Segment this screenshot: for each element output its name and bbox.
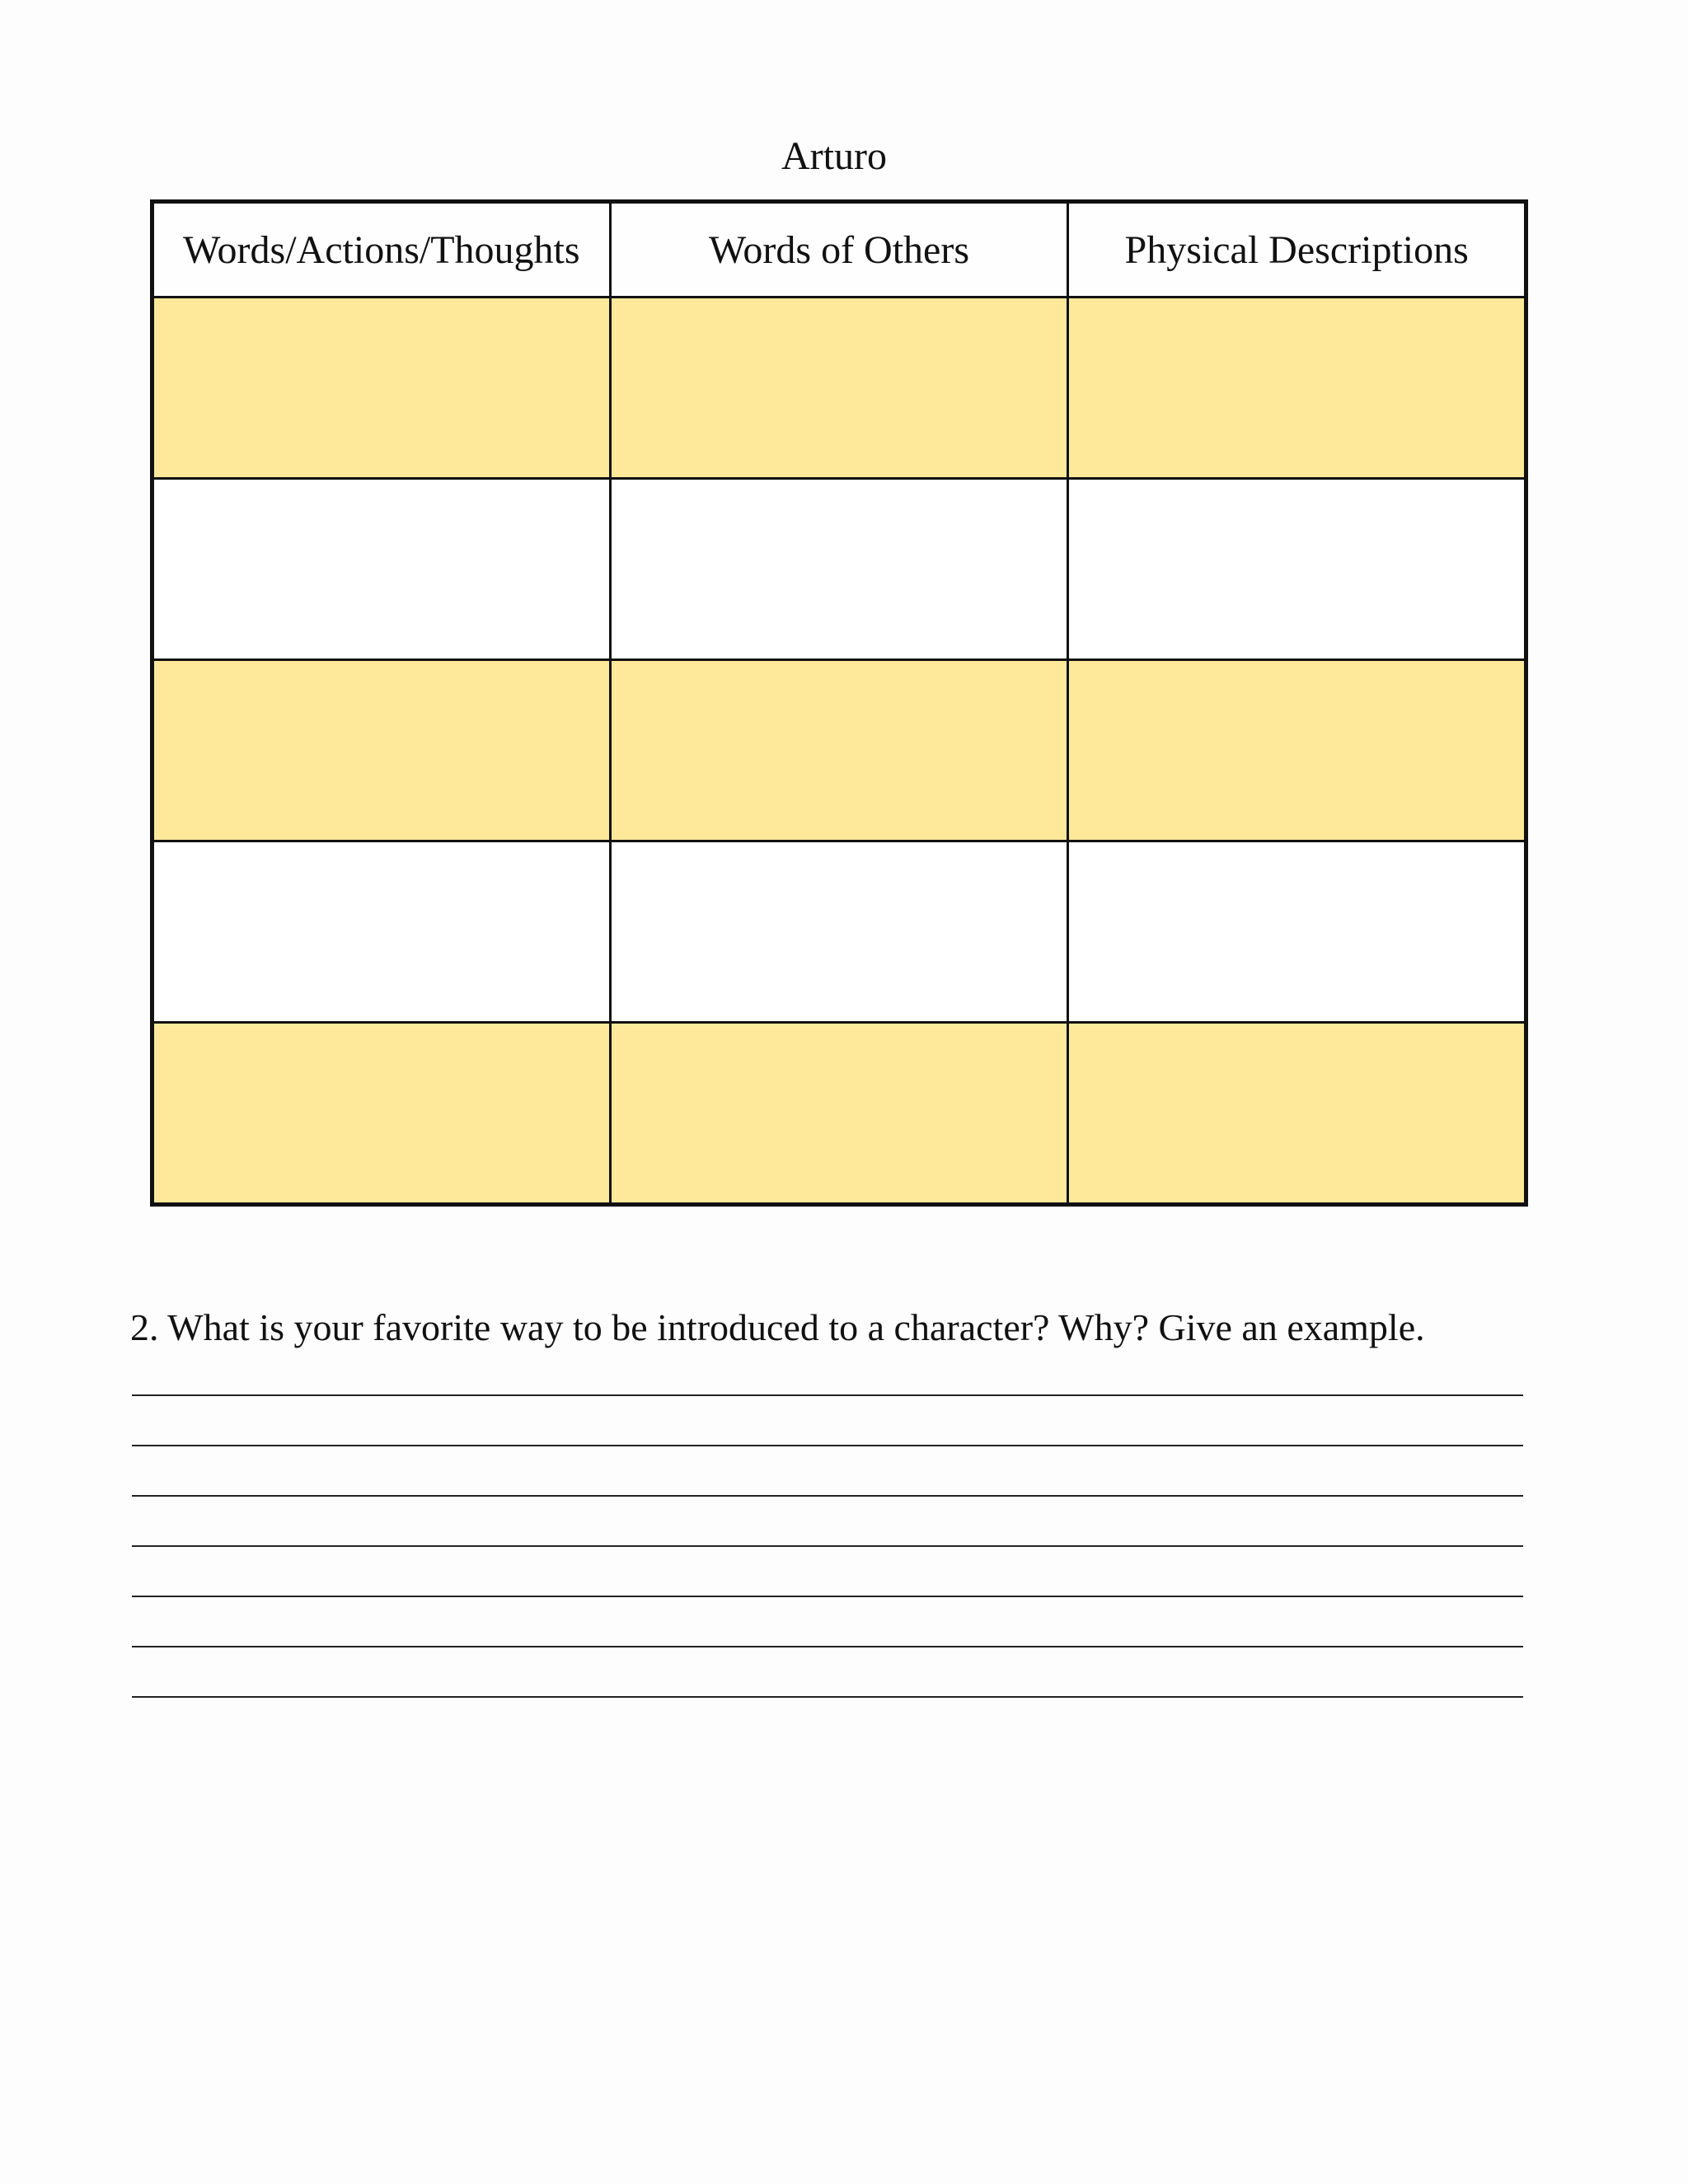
table-header-row bbox=[152, 202, 1526, 298]
answer-lines bbox=[132, 1394, 1523, 1746]
table-cell[interactable] bbox=[152, 1023, 611, 1205]
table-cell[interactable] bbox=[152, 479, 611, 660]
table-row bbox=[152, 479, 1526, 660]
table-cell[interactable] bbox=[1068, 660, 1526, 841]
table-cell[interactable] bbox=[152, 841, 611, 1023]
header-physical-descriptions: Physical Descriptions bbox=[1068, 202, 1526, 298]
table-row bbox=[152, 1023, 1526, 1205]
table-cell[interactable] bbox=[1068, 1023, 1526, 1205]
header-words-of-others: Words of Others bbox=[610, 202, 1068, 298]
table-cell[interactable] bbox=[1068, 841, 1526, 1023]
table-cell[interactable] bbox=[1068, 479, 1526, 660]
table-row bbox=[152, 841, 1526, 1023]
table-cell[interactable] bbox=[610, 298, 1068, 479]
table-cell[interactable] bbox=[610, 479, 1068, 660]
table-row bbox=[152, 660, 1526, 841]
answer-line[interactable] bbox=[132, 1646, 1523, 1647]
answer-line[interactable] bbox=[132, 1596, 1523, 1597]
question-prompt: 2. What is your favorite way to be introduced to a character? Why? Give an example. bbox=[130, 1306, 1425, 1348]
worksheet-title: Arturo bbox=[781, 134, 887, 178]
table-cell[interactable] bbox=[610, 660, 1068, 841]
table-cell[interactable] bbox=[152, 660, 611, 841]
answer-line[interactable] bbox=[132, 1495, 1523, 1497]
table-cell[interactable] bbox=[610, 1023, 1068, 1205]
table-cell[interactable] bbox=[610, 841, 1068, 1023]
answer-line[interactable] bbox=[132, 1445, 1523, 1446]
character-organizer-table bbox=[150, 199, 1528, 1207]
answer-line[interactable] bbox=[132, 1394, 1523, 1396]
header-words-actions-thoughts: Words/Actions/Thoughts bbox=[152, 202, 611, 298]
answer-line[interactable] bbox=[132, 1545, 1523, 1547]
table-cell[interactable] bbox=[1068, 298, 1526, 479]
table-cell[interactable] bbox=[152, 298, 611, 479]
answer-line[interactable] bbox=[132, 1696, 1523, 1698]
table-row bbox=[152, 298, 1526, 479]
